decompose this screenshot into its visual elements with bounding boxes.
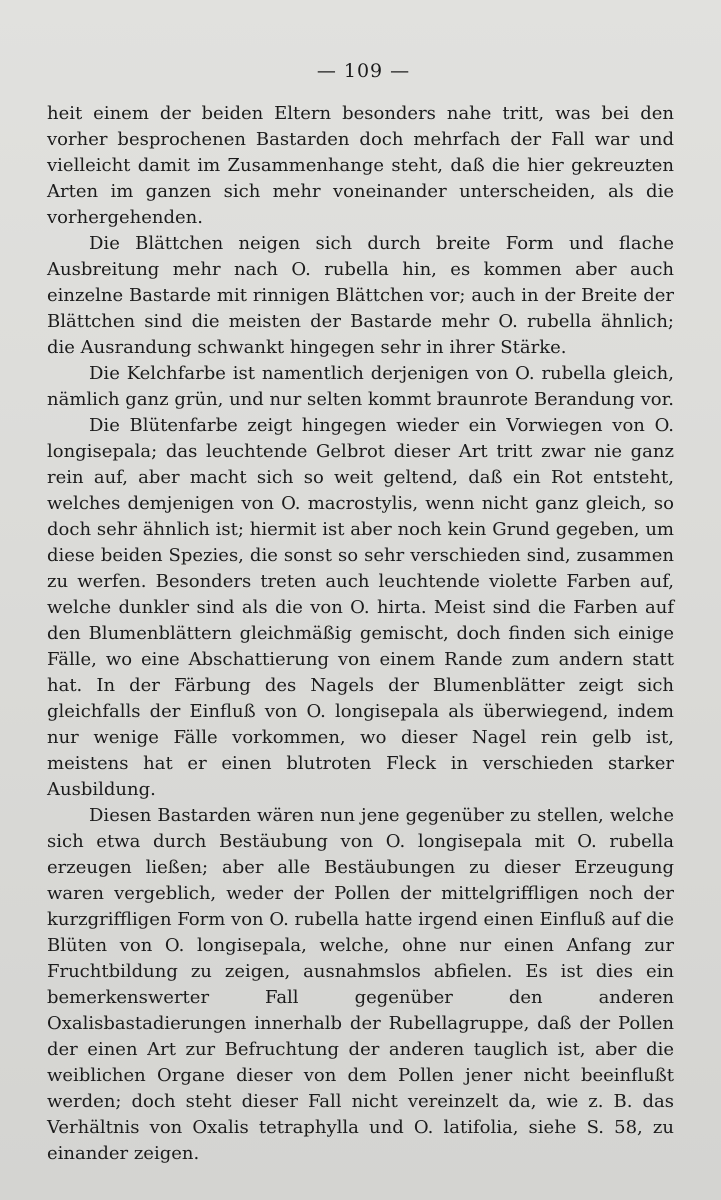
paragraph: Diesen Bastarden wären nun jene gegenüber zu stellen, welche sich etwa durch Bestäubung von O. longisepala mit O. rubella erzeugen ließen; aber alle Bestäubungen zu dieser Erzeugung waren vergeblich, weder der Pollen der mittelgriffligen noch der kurzgriffligen Form von O. rubella hatte irgend einen Einfluß auf die Blüten von O. longisepala, welche, ohne nur einen Anfang zur Fruchtbildung zu zeigen, ausnahmslos abfielen. Es ist dies ein bemerkenswerter Fall gegenüber den anderen Oxalisbastadierungen innerhalb der Rubellagruppe, daß der Pollen der einen Art zur Befruchtung der anderen tauglich ist, aber die weiblichen Organe dieser von dem Pollen jener nicht beeinflußt werden; doch steht dieser Fall nicht vereinzelt da, wie z. B. das Verhältnis von Oxalis tetraphylla und O. latifolia, siehe S. 58, zu einander zeigen. [47, 805, 674, 1164]
paragraph: Die Kelchfarbe ist namentlich derjenigen von O. rubella gleich, nämlich ganz grün, und nur selten kommt braunrote Berandung vor. [47, 363, 674, 410]
page-number: — 109 — [316, 60, 411, 82]
paragraph: Die Blütenfarbe zeigt hingegen wieder ein Vorwiegen von O. longisepala; das leuchtende Gelbrot dieser Art tritt zwar nie ganz rein auf, aber macht sich so weit geltend, daß ein Rot entsteht, welches demjenigen von O. macrostylis, wenn nicht ganz gleich, so doch sehr ähnlich ist; hiermit ist aber noch kein Grund gegeben, um diese beiden Spezies, die sonst so sehr verschieden sind, zusammen zu werfen. Besonders treten auch leuchtende violette Farben auf, welche dunkler sind als die von O. hirta. Meist sind die Farben auf den Blumenblättern gleichmäßig gemischt, doch finden sich einige Fälle, wo eine Abschattierung von einem Rande zum andern statt hat. In der Färbung des Nagels der Blumenblätter zeigt sich gleichfalls der Einfluß von O. longisepala als überwiegend, indem nur wenige Fälle vorkommen, wo dieser Nagel rein gelb ist, meistens hat er einen blutroten Fleck in verschieden starker Ausbildung. [47, 415, 674, 800]
body-text [47, 101, 674, 1167]
paragraph: heit einem der beiden Eltern besonders nahe tritt, was bei den vorher besprochenen Bastarden doch mehrfach der Fall war und vielleicht damit im Zusammenhange steht, daß die hier gekreuzten Arten im ganzen sich mehr voneinander unterscheiden, als die vorhergehenden. [47, 103, 674, 228]
paragraph: Die Blättchen neigen sich durch breite Form und flache Ausbreitung mehr nach O. rubella hin, es kommen aber auch einzelne Bastarde mit rinnigen Blättchen vor; auch in der Breite der Blättchen sind die meisten der Bastarde mehr O. rubella ähnlich; die Ausrandung schwankt hingegen sehr in ihrer Stärke. [47, 233, 674, 358]
